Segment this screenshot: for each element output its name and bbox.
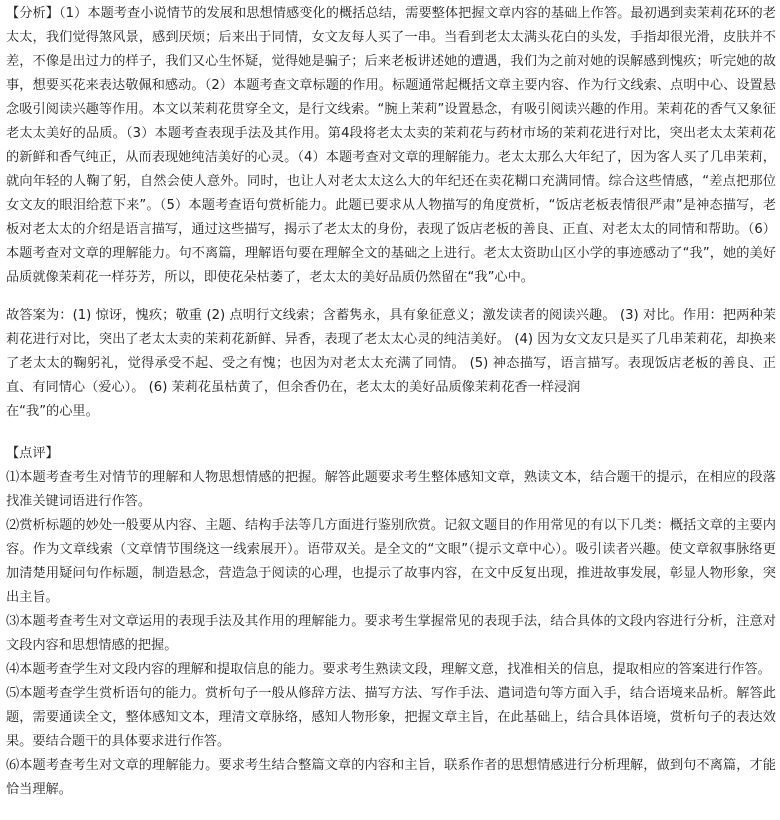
- comment-item: ⑹本题考查考生对文章的理解能力。要求考生结合整篇文章的内容和主旨，联系作者的思想情感进行分析理解，做到句不离篇，才能恰当理解。: [6, 758, 776, 797]
- comment-item: ⑵赏析标题的妙处一般要从内容、主题、结构手法等几方面进行鉴别欣赏。记叙文题目的作用常见的有以下几类：概括文章的主要内容。作为文章线索（文章情节围绕这一线索展开）。语带双关。是全文的“文眼”（提示文章中心）。吸引读者兴趣。使文章叙事脉络更加清楚用疑问句作标题，制造悬念，营造急于阅读的心理，也提示了故事内容，在文中反复出现，推进故事发展，彰显人物形象，突出主旨。: [6, 518, 776, 605]
- comment-item: ⑸本题考查学生赏析语句的能力。赏析句子一般从修辞方法、描写方法、写作手法、遣词造句等方面入手，结合语境来品析。解答此题，需要通读全文，整体感知文本，理清文章脉络，感知人物形象，把握文章主旨，在此基础上，结合具体语境，赏析句子的表达效果。要结合题干的具体要求进行作答。: [6, 686, 776, 749]
- comment-tag: 【点评】: [6, 446, 59, 461]
- analysis-section: [6, 2, 776, 290]
- answer-section: [6, 304, 776, 400]
- comment-item: ⑴本题考查考生对情节的理解和人物思想情感的把握。解答此题要求考生整体感知文章，熟读文本，结合题干的提示，在相应的段落找准关键词语进行作答。: [6, 470, 776, 509]
- answer-tail: 在“我”的心里。: [6, 404, 99, 419]
- answer-text: 故答案为：(1) 惊讶，愧疚；敬重 (2) 点明行文线索；含蓄隽永，具有象征意义；激发读者的阅读兴趣。 (3) 对比。作用：把两种茉莉花进行对比，突出了老太太卖的茉莉花新鲜、异香，表现了老太太心灵的纯洁美好。 (4) 因为女文友只是买了几串茉莉花，却换来了老太太的鞠躬礼，觉得承受不起、受之有愧；也因为对老太太充满了同情。 (5) 神态描写，语言描写。表现饭店老板的善良、正直、有同情心（爱心）。 (6) 茉莉花虽枯黄了，但余香仍在，老太太的美好品质像茉莉花香一样浸润: [6, 308, 776, 395]
- analysis-text: （1）本题考查小说情节的发展和思想情感变化的概括总结，需要整体把握文章内容的基础上作答。最初遇到卖茉莉花环的老太太，我们觉得煞风景，感到厌烦；后来出于同情，女文友每人买了一串。当看到老太太满头花白的头发，手指却很光滑，皮肤并不差，不像是出过力的样子，我们又心生怀疑，觉得她是骗子；后来老板讲述她的遭遇，我们为之前对她的误解感到愧疚；听完她的故事，想要买花来表达敬佩和感动。（2）本题考查文章标题的作用。标题通常起概括文章主要内容、作为行文线索、点明中心、设置悬念吸引阅读兴趣等作用。本文以茉莉花贯穿全文，是行文线索。“腕上茉莉”设置悬念，有吸引阅读兴趣的作用。茉莉花的香气又象征老太太美好的品质。（3）本题考查表现手法及其作用。第4段将老太太卖的茉莉花与药材市场的茉莉花进行对比，突出老太太茉莉花的新鲜和香气纯正，从而表现她纯洁美好的心灵。（4）本题考查对文章的理解能力。老太太那么大年纪了，因为客人买了几串茉莉，就向年轻的人鞠了躬，自然会使人意外。同时，也让人对老太太这么大的年纪还在卖花糊口充满同情。综合这些情感，“差点把那位女文友的眼泪给惹下来”。（5）本题考查语句赏析能力。此题已要求从人物描写的角度赏析，“饭店老板表情很严肃”是神态描写，老板对老太太的介绍是语言描写，通过这些描写，揭示了老太太的身份，表现了饭店老板的善良、正直、对老太太的同情和帮助。（6）本题考查对文章的理解能力。句不离篇，理解语句要在理解全文的基础之上进行。老太太资助山区小学的事迹感动了“我”，她的美好品质就像茉莉花一样芬芳，所以，即使花朵枯萎了，老太太的美好品质仍然留在“我”心中。: [6, 6, 776, 285]
- comment-section: [6, 442, 776, 802]
- comment-item: ⑶本题考查考生对文章运用的表现手法及其作用的理解能力。要求考生掌握常见的表现手法，结合具体的文段内容进行分析，注意对文段内容和思想情感的把握。: [6, 614, 776, 653]
- analysis-tag: 【分析】: [6, 6, 59, 21]
- comment-item: ⑷本题考查学生对文段内容的理解和提取信息的能力。要求考生熟读文段，理解文意，找准相关的信息，提取相应的答案进行作答。: [6, 662, 771, 677]
